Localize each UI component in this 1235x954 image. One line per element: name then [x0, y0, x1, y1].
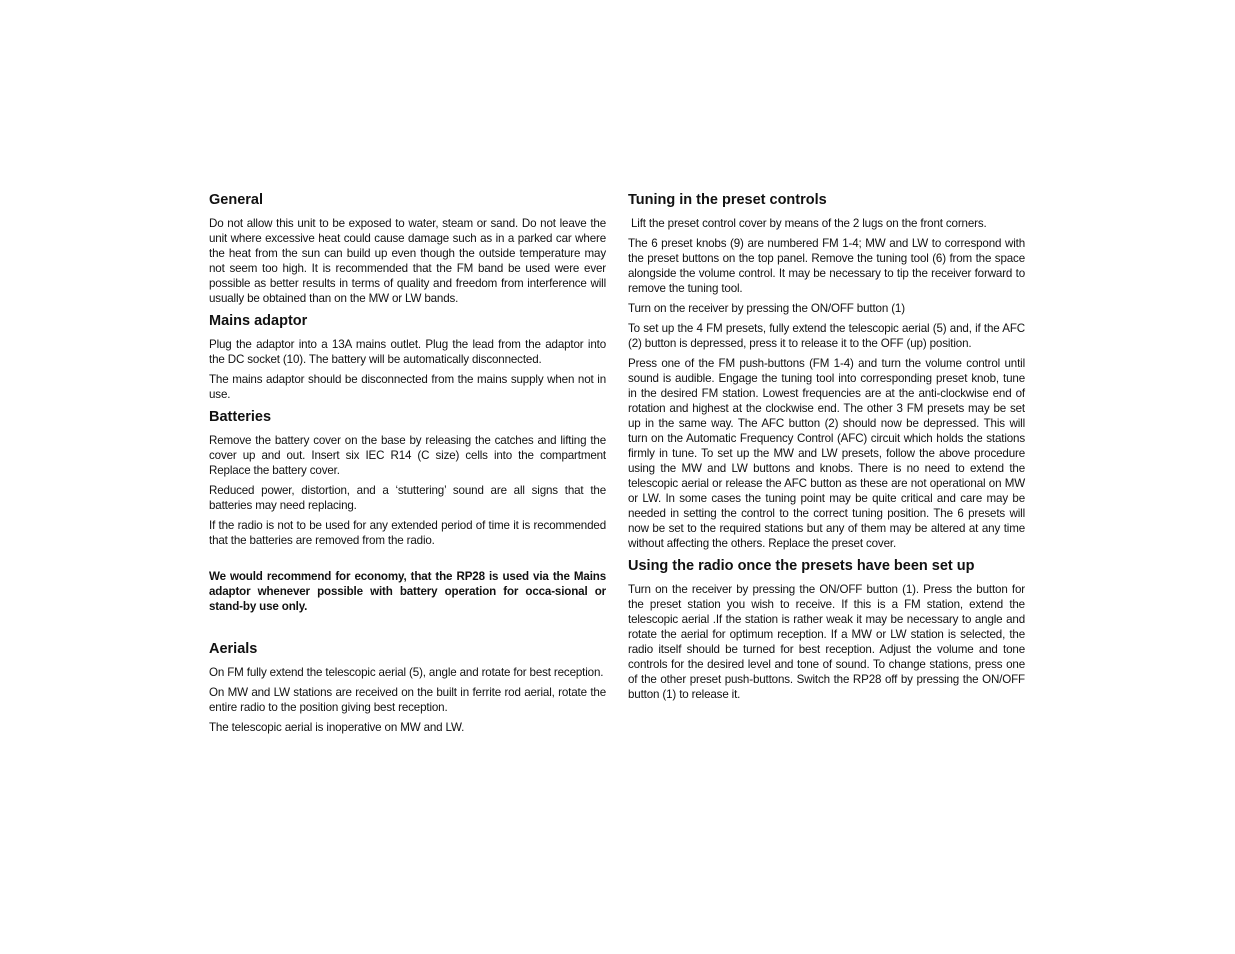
spacer — [209, 619, 606, 639]
aerials-paragraph-3: The telescopic aerial is inoperative on MW and LW. — [209, 721, 465, 734]
batteries-paragraph-2: Reduced power, distortion, and a ‘stuttering’ sound are all signs that the batteries may need replacing. — [209, 484, 606, 512]
heading-general: General — [209, 192, 263, 208]
heading-using-radio: Using the radio once the presets have been set up — [628, 558, 975, 574]
general-paragraph: Do not allow this unit to be exposed to water, steam or sand. Do not leave the unit where excessive heat could cause damage such as in a parked car where the heat from the sun can build up even though the outside temperature may not seem too high. It is recommended that the FM band be used were ever possible as better results in terms of quality and freedom from interference will usually be obtained than on the MW or LW bands. — [209, 217, 606, 305]
tuning-paragraph-5: Press one of the FM push-buttons (FM 1-4) and turn the volume control until sound is audible. Engage the tuning tool into corresponding preset knob, tune in the desired FM station. Lowest frequencies are at the anti-clockwise end of rotation and highest at the clockwise end. The other 3 FM presets may be set up in the same way. The AFC button (2) should now be depressed. This will turn on the Automatic Frequency Control (AFC) circuit which holds the stations firmly in tune. To set up the MW and LW presets, follow the above procedure using the MW and LW buttons and knobs. There is no need to extend the telescopic aerial or release the AFC button as these are not operational on MW or LW. In some cases the tuning point may be quite critical and care may be needed in setting the control to the correct tuning position. The 6 presets will now be set to the required stations but any of them may be altered at any time without affecting the others. Replace the preset cover. — [628, 357, 1025, 550]
batteries-paragraph-1: Remove the battery cover on the base by releasing the catches and lifting the cover up and out. Insert six IEC R14 (C size) cells into the compartment Replace the battery cover. — [209, 434, 606, 477]
aerials-paragraph-2: On MW and LW stations are received on the built in ferrite rod aerial, rotate the entire radio to the position giving best reception. — [209, 686, 606, 714]
economy-recommendation: We would recommend for economy, that the RP28 is used via the Mains adaptor whenever possible with battery operation for occa-sional or stand-by use only. — [209, 570, 606, 613]
heading-mains-adaptor: Mains adaptor — [209, 313, 308, 329]
heading-aerials: Aerials — [209, 641, 258, 657]
heading-tuning-presets: Tuning in the preset controls — [628, 192, 827, 208]
tuning-paragraph-4: To set up the 4 FM presets, fully extend the telescopic aerial (5) and, if the AFC (2) button is depressed, press it to release it to the OFF (up) position. — [628, 322, 1025, 350]
left-column — [209, 190, 606, 740]
right-column — [628, 190, 1025, 707]
tuning-paragraph-2: The 6 preset knobs (9) are numbered FM 1-4; MW and LW to correspond with the preset buttons on the top panel. Remove the tuning tool (6) from the space alongside the volume control. It may be necessary to tip the receiver forward to remove the tuning tool. — [628, 237, 1025, 295]
tuning-paragraph-3: Turn on the receiver by pressing the ON/OFF button (1) — [628, 302, 905, 315]
mains-paragraph-2: The mains adaptor should be disconnected from the mains supply when not in use. — [209, 373, 606, 401]
using-paragraph: Turn on the receiver by pressing the ON/OFF button (1). Press the button for the preset station you wish to receive. If this is a FM station, extend the telescopic aerial .If the station is rather weak it may be necessary to angle and rotate the aerial for optimum reception. If a MW or LW station is selected, the radio itself should be turned for best reception. Adjust the volume and tone controls for the desired level and tone of sound. To change stations, press one of the other preset push-buttons. Switch the RP28 off by pressing the ON/OFF button (1) to release it. — [628, 583, 1025, 701]
spacer — [209, 553, 606, 569]
mains-paragraph-1: Plug the adaptor into a 13A mains outlet. Plug the lead from the adaptor into the DC socket (10). The battery will be automatically disconnected. — [209, 338, 606, 366]
aerials-paragraph-1: On FM fully extend the telescopic aerial (5), angle and rotate for best reception. — [209, 666, 604, 679]
tuning-paragraph-1: Lift the preset control cover by means of the 2 lugs on the front corners. — [631, 217, 987, 230]
batteries-paragraph-3: If the radio is not to be used for any extended period of time it is recommended that the batteries are removed from the radio. — [209, 519, 606, 547]
heading-batteries: Batteries — [209, 409, 272, 425]
